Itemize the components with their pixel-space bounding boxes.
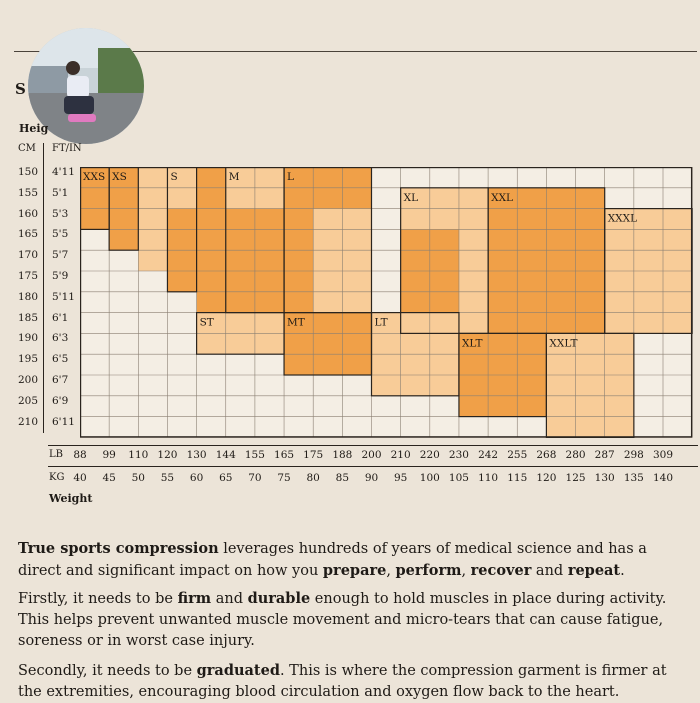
- kg-axis-line: [48, 466, 698, 467]
- ftin-header: FT/IN: [52, 143, 82, 154]
- lb-tick: 88: [73, 449, 87, 461]
- graduated-paragraph: Secondly, it needs to be graduated. This is where the compression garment is firmer at the extremities, encouraging blood circulation and oxygen flow back to the heart.: [18, 662, 667, 700]
- row-cm-label: 180: [18, 290, 39, 303]
- lb-tick: 155: [244, 449, 265, 461]
- lb-tick: 200: [361, 449, 382, 461]
- lb-tick: 280: [565, 449, 586, 461]
- lb-tick: 110: [128, 449, 149, 461]
- kg-tick: 90: [364, 472, 379, 484]
- row-ftin-label: 6'9: [52, 394, 69, 407]
- lb-label: LB: [49, 449, 63, 460]
- size-label: XL: [403, 191, 419, 204]
- row-cm-label: 200: [18, 374, 39, 386]
- row-cm-label: 185: [18, 311, 39, 324]
- kg-tick: 75: [277, 472, 291, 484]
- size-label: XXS: [83, 171, 106, 183]
- kg-tick: 55: [160, 472, 175, 484]
- cm-header: CM: [18, 143, 36, 154]
- row-cm-label: 165: [18, 228, 39, 241]
- size-region: [197, 167, 226, 313]
- kg-tick: 125: [565, 472, 586, 484]
- kg-tick: 65: [219, 472, 233, 484]
- kg-tick: 110: [478, 472, 499, 484]
- kg-tick: 100: [419, 472, 440, 484]
- section-title-fragment: S: [15, 80, 26, 98]
- unit-separator: [43, 143, 44, 433]
- row-cm-label: 160: [18, 207, 39, 220]
- kg-label: KG: [49, 472, 65, 483]
- lb-tick: 268: [536, 449, 557, 461]
- size-label: ST: [199, 316, 214, 329]
- lb-tick: 120: [157, 449, 178, 461]
- lb-tick: 144: [215, 449, 236, 461]
- row-cm-label: 190: [18, 332, 39, 345]
- row-ftin-label: 6'7: [52, 374, 69, 386]
- size-label: XXLT: [549, 337, 578, 350]
- firmness-paragraph: Firstly, it needs to be firm and durable enough to hold muscles in place during activity. This helps prevent unwanted muscle movement and micro-tears that can cause fatigue, soreness or in worst case injury.: [18, 590, 667, 649]
- row-cm-label: 170: [18, 249, 39, 262]
- kg-tick: 115: [507, 472, 528, 484]
- kg-tick: 130: [594, 472, 615, 484]
- size-region: [138, 167, 167, 271]
- lb-tick: 242: [478, 449, 499, 461]
- row-ftin-label: 6'5: [52, 353, 69, 366]
- kg-tick: 120: [536, 472, 557, 484]
- size-label: LT: [374, 316, 388, 329]
- lb-tick: 220: [419, 449, 440, 461]
- size-grid: [80, 167, 696, 439]
- kg-tick: 135: [623, 472, 644, 484]
- row-ftin-label: 5'7: [52, 249, 69, 262]
- kg-tick: 95: [393, 472, 408, 484]
- intro-paragraph: True sports compression leverages hundreds of years of medical science and has a direct and significant impact on how you prepare, perform, recover and repeat.: [18, 540, 647, 579]
- row-ftin-label: 5'1: [52, 186, 69, 199]
- row-cm-label: 150: [18, 166, 39, 178]
- weight-label: Weight: [49, 492, 93, 505]
- size-label: XLT: [461, 337, 483, 350]
- kg-tick: 105: [448, 472, 469, 484]
- lb-tick: 210: [390, 449, 411, 461]
- kg-tick: 140: [652, 472, 674, 484]
- height-label: Heig: [19, 122, 49, 135]
- kg-tick: 40: [73, 472, 87, 484]
- row-ftin-label: 6'1: [52, 311, 69, 324]
- row-ftin-label: 6'3: [52, 332, 69, 345]
- size-label: XXL: [491, 191, 514, 204]
- lb-tick: 309: [652, 449, 674, 461]
- lb-tick: 287: [594, 449, 615, 461]
- row-ftin-label: 5'11: [52, 290, 75, 303]
- kg-tick: 85: [335, 472, 350, 484]
- row-ftin-label: 5'3: [52, 207, 69, 220]
- size-label: XXXL: [607, 212, 638, 225]
- row-ftin-label: 4'11: [52, 166, 75, 178]
- row-cm-label: 155: [18, 186, 39, 199]
- kg-tick: 70: [248, 472, 262, 484]
- lb-tick: 188: [332, 449, 353, 461]
- lb-tick: 175: [303, 449, 324, 461]
- lb-tick: 255: [507, 449, 528, 461]
- size-label: S: [170, 171, 178, 183]
- kg-tick: 50: [131, 472, 145, 484]
- row-cm-label: 175: [18, 270, 39, 282]
- size-label: XS: [112, 171, 127, 183]
- row-ftin-label: 5'9: [52, 270, 69, 282]
- row-cm-label: 195: [18, 353, 39, 366]
- lb-tick: 298: [623, 449, 644, 461]
- kg-tick: 60: [189, 472, 204, 484]
- row-ftin-label: 5'5: [52, 228, 69, 241]
- size-label: L: [287, 171, 295, 183]
- row-cm-label: 210: [18, 415, 39, 428]
- size-label: M: [228, 171, 240, 183]
- kg-tick: 80: [306, 472, 320, 484]
- row-ftin-label: 6'11: [52, 415, 75, 428]
- row-cm-label: 205: [18, 394, 39, 407]
- lb-axis-line: [48, 445, 698, 446]
- lb-tick: 230: [448, 449, 469, 461]
- size-label: MT: [287, 316, 305, 329]
- lb-tick: 99: [102, 449, 116, 461]
- lb-tick: 165: [274, 449, 295, 461]
- lb-tick: 130: [186, 449, 207, 461]
- kg-tick: 45: [102, 472, 116, 484]
